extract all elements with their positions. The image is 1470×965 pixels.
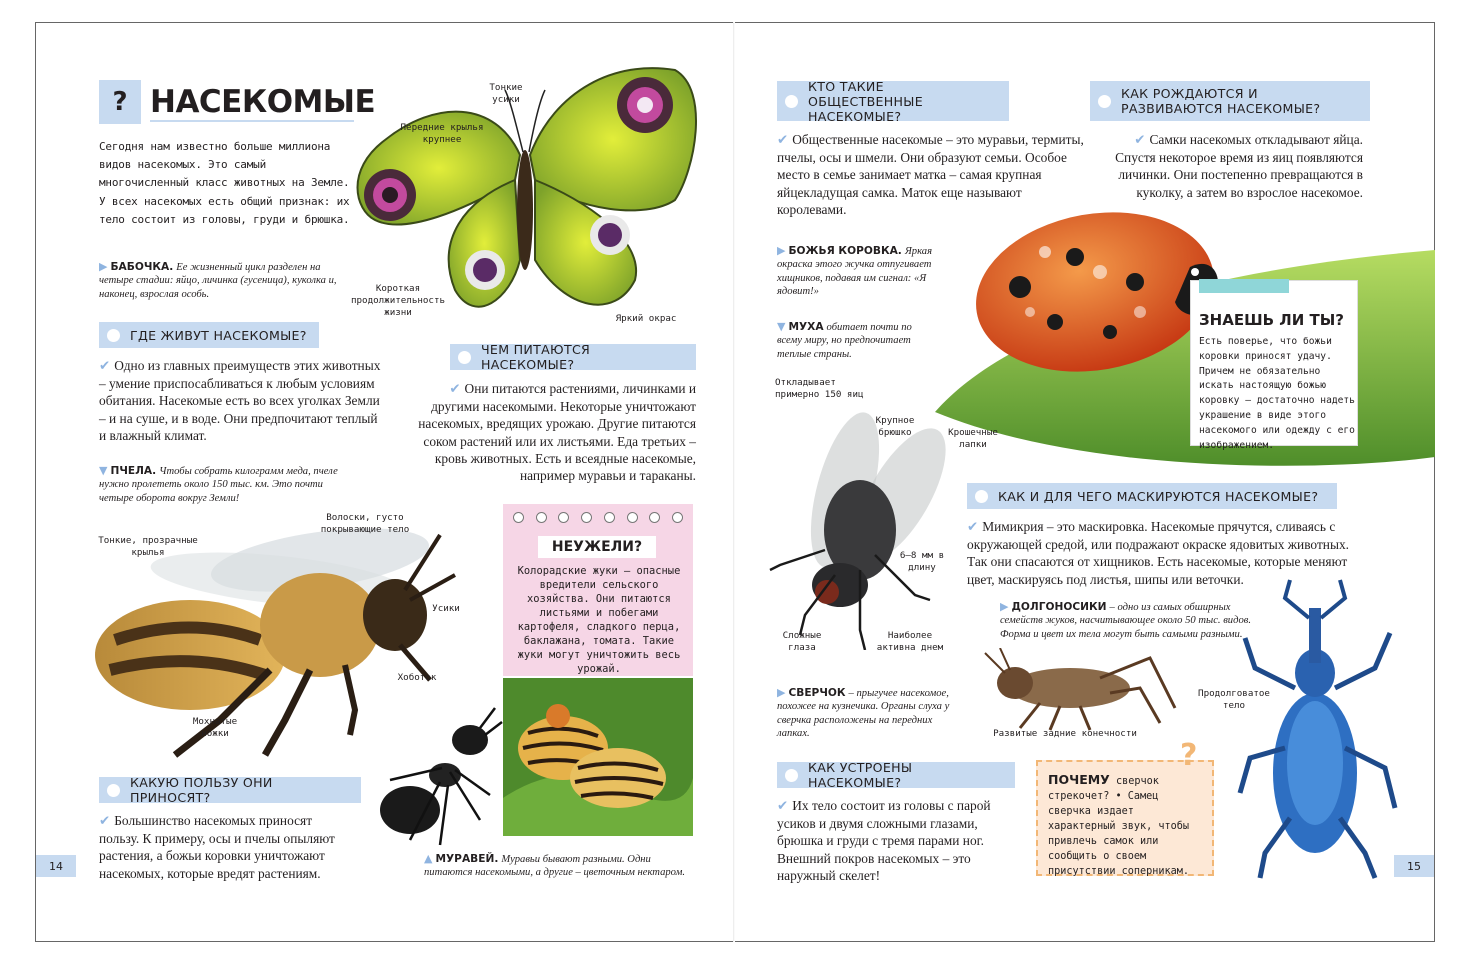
fly-caption — [777, 320, 937, 361]
intro-text: Сегодня нам известно больше миллиона видов насекомых. Это самый многочисленный класс животных на Земле. У всех насекомых есть общий признак: их тело состоит из головы, груди и брюшка. — [99, 140, 350, 226]
header-camouflage — [967, 483, 1337, 509]
birth-text — [1110, 131, 1363, 201]
header-birth-label: КАК РОЖДАЮТСЯ И РАЗВИВАЮТСЯ НАСЕКОМЫЕ? — [1121, 86, 1321, 116]
check-icon: ✔ — [777, 799, 789, 814]
header-social — [777, 78, 1009, 124]
check-icon: ✔ — [967, 520, 979, 535]
header-benefit-label: КАКУЮ ПОЛЬЗУ ОНИ ПРИНОСЯТ? — [130, 775, 273, 805]
title-badge-mark: ? — [112, 87, 128, 117]
triangle-right-icon: ▶ — [777, 686, 786, 699]
note-fly-belly: Крупное брюшко — [875, 415, 915, 438]
structure-text-body: Их тело состоит из головы с парой усиков и двумя сложными глазами, брюшка и груди с тремя парами ног. Внешний покров насекомых – это наружный скелет! — [777, 798, 991, 883]
note-cricket-legs: Развитые задние конечности — [993, 728, 1137, 739]
note-bright-color: Яркий окрас — [615, 313, 677, 324]
cricket-caption-name: СВЕРЧОК — [788, 687, 846, 699]
page-number-left: 14 — [36, 855, 76, 877]
bee-caption-text: Чтобы собрать килограмм меда, пчеле нужно пролететь около 150 тыс. км. Это почти четыре оборота вокруг Земли! — [99, 466, 338, 504]
ring-icon — [536, 512, 547, 523]
note-bee-legs: Мохнатые ножки — [192, 716, 238, 739]
food-text — [408, 380, 696, 484]
header-social-label: КТО ТАКИЕ ОБЩЕСТВЕННЫЕ НАСЕКОМЫЕ? — [808, 78, 923, 124]
cricket-caption — [777, 686, 967, 741]
title-underline — [150, 120, 354, 122]
why-badge: ? — [1180, 738, 1198, 773]
note-bee-hairs: Волоски, густо покрывающие тело — [320, 512, 410, 535]
did-you-know-text: Есть поверье, что божьи коровки приносят удачу. Причем не обязательно искать настоящую божью коровку – достаточно надеть украшение в виде этого насекомого или одежду с его изображением. — [1199, 336, 1355, 451]
weevil-caption — [1000, 600, 1264, 641]
really-text: Колорадские жуки – опасные вредители сельского хозяйства. Они питаются листьями и побегами картофеля, сладкого перца, баклажана, томата. Такие жуки могут уничтожить весь урожай. — [517, 565, 681, 675]
structure-text — [777, 797, 1015, 884]
why-content — [1048, 772, 1203, 879]
header-birth — [1090, 81, 1370, 121]
header-habitat-label: ГДЕ ЖИВУТ НАСЕКОМЫЕ? — [130, 327, 307, 343]
butterfly-caption-name: БАБОЧКА. — [110, 261, 174, 273]
food-text-body: Они питаются растениями, личинками и другими насекомыми. Некоторые уничтожают насекомых, вредящих урожаю. Другие питаются соком растений или их листьями. Еда третьих – кровь животных. Есть и всеядные насекомые, например муравьи и тараканы. — [418, 381, 696, 484]
check-icon: ✔ — [1134, 133, 1146, 148]
ring-icon — [672, 512, 683, 523]
note-front-wings: Передние крылья крупнее — [400, 122, 484, 145]
cricket-image — [980, 648, 1180, 733]
fly-caption-name: МУХА — [788, 321, 824, 333]
bullet-dot-icon — [107, 784, 120, 797]
check-icon: ✔ — [99, 814, 111, 829]
spiral-rings — [513, 512, 683, 524]
ring-icon — [581, 512, 592, 523]
did-you-know-box — [1190, 280, 1358, 451]
colorado-beetle-image — [503, 678, 693, 836]
note-weevil-body: Продолговатое тело — [1198, 688, 1270, 711]
ladybug-caption-text: Яркая окраска этого жучка отпугивает хищников, подавая им сигнал: «Я ядовит!» — [777, 246, 933, 298]
bee-caption-name: ПЧЕЛА. — [110, 465, 157, 477]
header-structure-label: КАК УСТРОЕНЫ НАСЕКОМЫЕ? — [808, 760, 913, 790]
note-antennae: Тонкие усики — [489, 82, 523, 105]
note-fly-size: 6–8 мм в длину — [899, 550, 945, 573]
page-number-right: 15 — [1394, 855, 1434, 877]
ladybug-caption-name: БОЖЬЯ КОРОВКА. — [788, 245, 902, 257]
why-text: сверчок стрекочет? • Самец сверчка издает характерный звук, чтобы привлечь самок или сообщить о своем присутствии соперникам. — [1048, 776, 1190, 877]
ring-icon — [604, 512, 615, 523]
note-bee-wings: Тонкие, прозрачные крылья — [98, 535, 198, 558]
header-structure — [777, 762, 1015, 788]
triangle-down-icon: ▼ — [777, 320, 786, 333]
bee-caption — [99, 464, 349, 505]
social-text — [777, 131, 1087, 218]
triangle-down-icon: ▼ — [99, 464, 108, 477]
weevil-image — [1235, 578, 1405, 883]
page-fold — [733, 22, 735, 942]
triangle-right-icon: ▶ — [99, 260, 108, 273]
note-fly-eggs: Откладывает примерно 150 яиц — [775, 377, 864, 400]
bullet-dot-icon — [785, 95, 798, 108]
ring-icon — [627, 512, 638, 523]
butterfly-caption-text: Ее жизненный цикл разделен на четыре стадии: яйцо, личинка (гусеница), куколка и, наконец, взрослая особь. — [99, 262, 337, 300]
note-fly-active: Наиболее активна днем — [876, 630, 944, 653]
why-box — [1036, 760, 1214, 876]
note-fly-paws: Крошечные лапки — [948, 427, 998, 450]
note-fly-eyes: Сложные глаза — [782, 630, 822, 653]
check-icon: ✔ — [99, 359, 111, 374]
ring-icon — [558, 512, 569, 523]
check-icon: ✔ — [449, 382, 461, 397]
did-you-know-title: ЗНАЕШЬ ЛИ ТЫ? — [1199, 311, 1344, 329]
triangle-right-icon: ▶ — [777, 244, 786, 257]
weevil-caption-text: – одно из самых обширных семейств жуков, насчитывающее около 50 тыс. видов. Форма и цвет их тела могут быть самыми разными. — [1000, 602, 1251, 640]
header-food — [450, 344, 696, 370]
check-icon: ✔ — [777, 133, 789, 148]
birth-text-body: Самки насекомых откладывают яйца. Спустя некоторое время из яиц появляются личинки. Они постепенно превращаются в куколку, а затем во взрослое насекомое. — [1115, 132, 1363, 200]
ant-caption — [424, 852, 696, 880]
header-food-label: ЧЕМ ПИТАЮТСЯ НАСЕКОМЫЕ? — [481, 342, 591, 372]
really-title: НЕУЖЕЛИ? — [551, 539, 643, 555]
note-bee-antennae: Усики — [432, 603, 460, 614]
page-title: НАСЕКОМЫЕ — [150, 84, 376, 120]
title-badge — [99, 80, 141, 124]
bullet-dot-icon — [107, 329, 120, 342]
header-camouflage-label: КАК И ДЛЯ ЧЕГО МАСКИРУЮТСЯ НАСЕКОМЫЕ? — [998, 488, 1319, 504]
cyan-tab — [1199, 279, 1289, 293]
social-text-body: Общественные насекомые – это муравьи, термиты, пчелы, осы и шмели. Они образуют семьи. Особое место в семье занимает матка – самая крупная яйцекладущая самка. Маток еще называют королевами. — [777, 132, 1084, 217]
header-benefit — [99, 777, 361, 803]
bullet-dot-icon — [785, 769, 798, 782]
habitat-text-body: Одно из главных преимуществ этих животных – умение приспосабливаться к любым условиям обитания. Насекомые есть во всех уголках Земли – и на суше, и в воде. Они предпочитают теплый и влажный климат. — [99, 358, 381, 443]
habitat-text — [99, 357, 384, 444]
camouflage-text-body: Мимикрия – это маскировка. Насекомые прячутся, сливаясь с окружающей средой, или подражают окраске ядовитых животных. Так они спасаются от хищников. Есть насекомые, которые меняют цвет, маскируясь под листья, шипы или веточки. — [967, 519, 1350, 587]
bullet-dot-icon — [1098, 95, 1111, 108]
header-habitat — [99, 322, 319, 348]
ant-caption-name: МУРАВЕЙ. — [435, 853, 499, 865]
ring-icon — [513, 512, 524, 523]
why-title: ПОЧЕМУ — [1048, 772, 1110, 787]
weevil-caption-name: ДОЛГОНОСИКИ — [1011, 601, 1107, 613]
note-bee-proboscis: Хоботок — [397, 672, 437, 683]
bullet-dot-icon — [975, 490, 988, 503]
really-box — [503, 504, 693, 676]
bullet-dot-icon — [458, 351, 471, 364]
note-lifespan: Короткая продолжительность жизни — [350, 283, 446, 318]
triangle-right-icon: ▶ — [1000, 600, 1009, 613]
fly-caption-text: обитает почти по всему миру, но предпочитает теплые страны. — [777, 322, 912, 360]
triangle-up-icon: ▲ — [424, 852, 433, 865]
cricket-caption-text: – прыгучее насекомое, похожее на кузнечика. Органы слуха у сверчка расположены на передних лапках. — [777, 688, 950, 740]
ant-image — [370, 700, 505, 850]
ring-icon — [649, 512, 660, 523]
fly-image — [765, 400, 955, 650]
benefit-text — [99, 812, 349, 882]
really-title-tab — [538, 536, 656, 558]
ladybug-caption — [777, 244, 947, 299]
ant-caption-text: Муравьи бывают разными. Одни питаются насекомыми, а другие – цветочным нектаром. — [424, 854, 685, 879]
benefit-text-body: Большинство насекомых приносят пользу. К примеру, осы и пчелы опыляют растения, а божьи коровки уничтожают насекомых, которые вредят растениям. — [99, 813, 335, 881]
butterfly-caption — [99, 260, 349, 301]
